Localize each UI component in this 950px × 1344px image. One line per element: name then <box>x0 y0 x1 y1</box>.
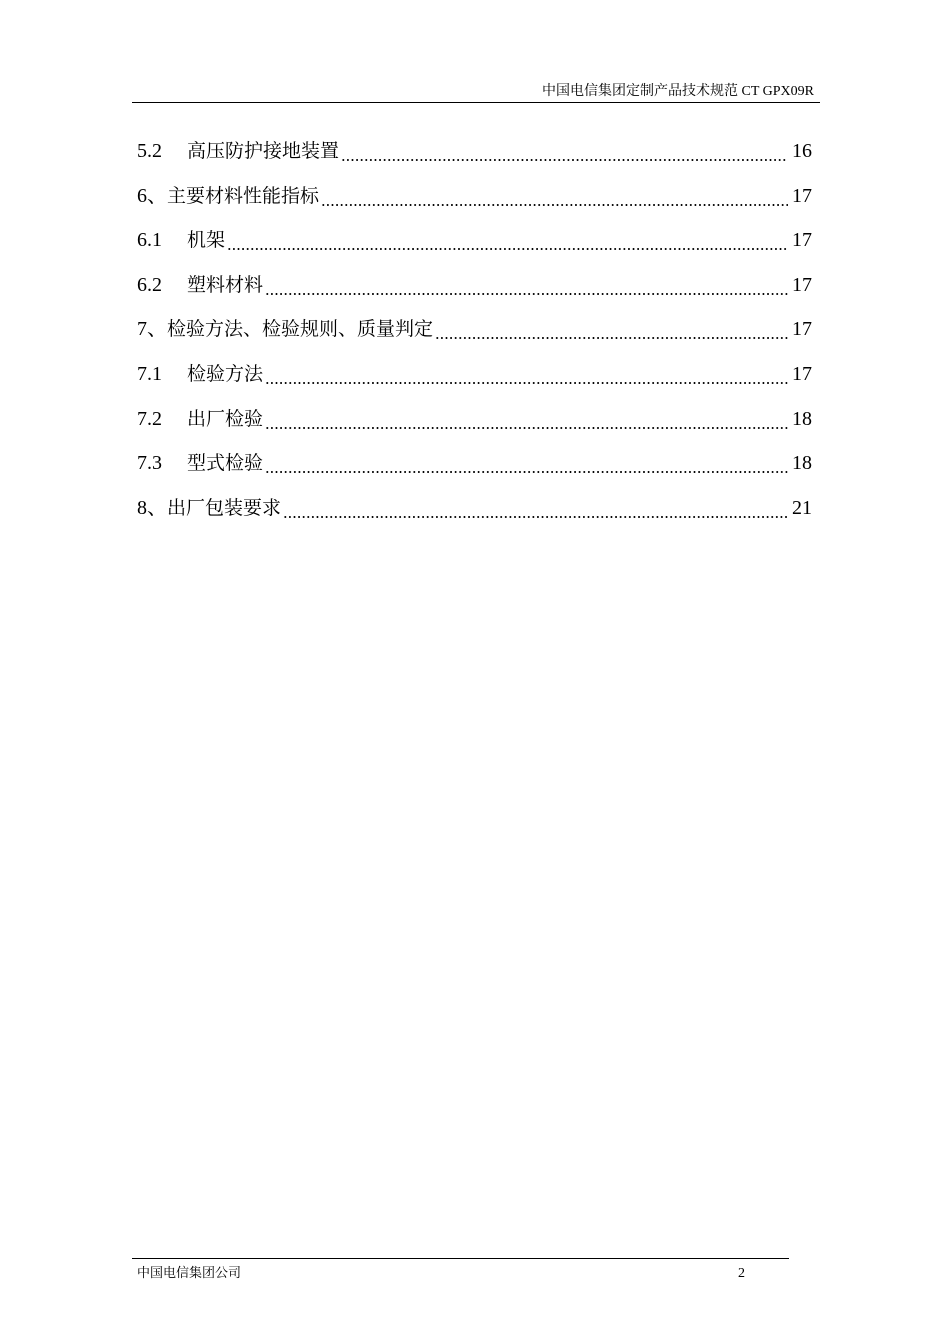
toc-entry-title: 检验方法 <box>187 362 264 385</box>
toc-dot-leader <box>265 357 788 391</box>
toc-entry-page: 21 <box>792 496 812 519</box>
toc-dot-leader <box>321 179 788 213</box>
footer-divider <box>132 1258 789 1259</box>
toc-entry[interactable] <box>137 357 812 402</box>
toc-dot-leader <box>341 134 788 168</box>
toc-entry-number: 7.2 <box>137 407 162 430</box>
toc-entry-page: 17 <box>792 184 812 207</box>
toc-entry[interactable] <box>137 223 812 268</box>
toc-entry-page: 17 <box>792 273 812 296</box>
toc-entry-title: 出厂包装要求 <box>167 496 282 519</box>
footer-organization: 中国电信集团公司 <box>137 1266 242 1281</box>
toc-dot-leader <box>265 268 788 302</box>
toc-entry-title: 检验方法、检验规则、质量判定 <box>167 318 434 341</box>
toc-dot-leader <box>265 446 788 480</box>
toc-entry[interactable] <box>137 402 812 447</box>
toc-entry-title: 塑料材料 <box>187 273 264 296</box>
toc-entry-page: 17 <box>792 362 812 385</box>
toc-dot-leader <box>227 223 788 257</box>
footer-page-number: 2 <box>738 1266 745 1281</box>
toc-entry-number: 7、 <box>137 318 167 341</box>
toc-entry-page: 17 <box>792 229 812 252</box>
toc-entry-page: 18 <box>792 407 812 430</box>
toc-entry-number: 7.3 <box>137 452 162 475</box>
toc-dot-leader <box>283 491 788 525</box>
toc-entry-page: 16 <box>792 140 812 162</box>
toc-entry-title: 高压防护接地装置 <box>187 140 340 162</box>
toc-entry[interactable] <box>137 268 812 313</box>
toc-dot-leader <box>265 402 788 436</box>
toc-entry[interactable] <box>137 179 812 224</box>
toc-entry-number: 6.1 <box>137 229 162 252</box>
toc-entry-title: 型式检验 <box>187 452 264 475</box>
toc-entry-number: 7.1 <box>137 362 162 385</box>
table-of-contents <box>137 134 812 535</box>
toc-entry-number: 6.2 <box>137 273 162 296</box>
header-title: 中国电信集团定制产品技术规范 CT GPX09R <box>542 84 814 99</box>
toc-entry[interactable] <box>137 491 812 536</box>
toc-dot-leader <box>435 312 788 346</box>
toc-entry-title: 主要材料性能指标 <box>167 184 320 207</box>
toc-entry-page: 18 <box>792 452 812 475</box>
toc-entry-number: 5.2 <box>137 140 162 162</box>
toc-entry-number: 8、 <box>137 496 167 519</box>
toc-entry[interactable] <box>137 446 812 491</box>
toc-entry[interactable] <box>137 134 812 179</box>
toc-entry-page: 17 <box>792 318 812 341</box>
header-divider <box>132 102 820 103</box>
toc-entry-title: 出厂检验 <box>187 407 264 430</box>
toc-entry-number: 6、 <box>137 184 167 207</box>
toc-entry-title: 机架 <box>187 229 226 252</box>
toc-entry[interactable] <box>137 312 812 357</box>
